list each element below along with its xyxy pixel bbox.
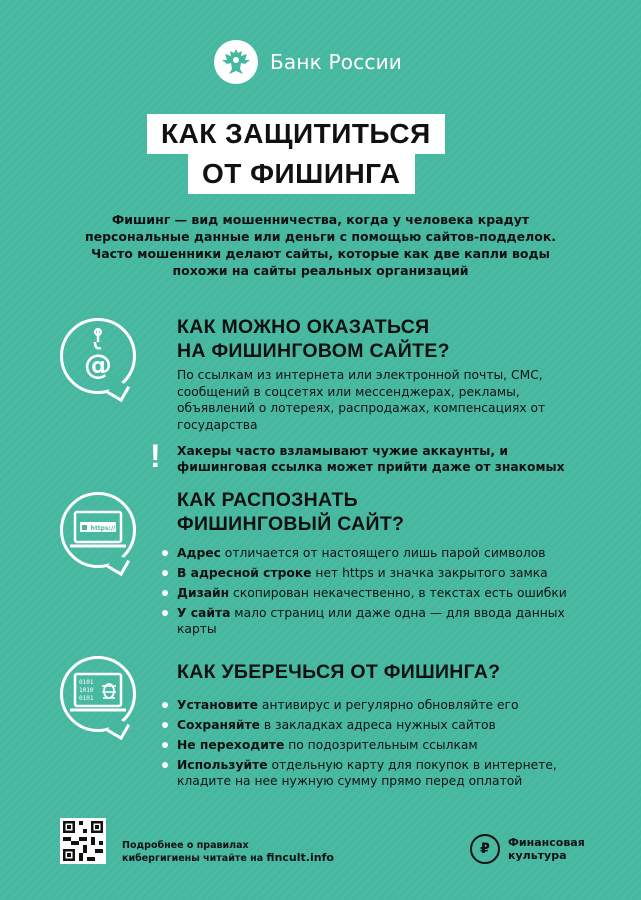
- list-item-text: скопирован некачественно, в текстах есть ошибки: [229, 586, 567, 600]
- list-item: [162, 737, 582, 753]
- intro-text: Фишинг — вид мошенничества, когда у человека крадут персональные данные или деньги с помощью сайтов-подделок. Часто мошенники делают сайты, которые как две капли воды похожи на сайты реальных организаций: [84, 212, 557, 278]
- protect-list: [162, 697, 582, 793]
- section2-heading: [177, 488, 404, 536]
- section2-heading-line1: КАК РАСПОЗНАТЬ: [177, 489, 358, 511]
- list-item-text: мало страниц или даже одна — для ввода данных карты: [177, 606, 565, 636]
- https-icon-label: https://: [90, 525, 116, 532]
- list-item: [162, 717, 582, 733]
- section1-text: По ссылкам из интернета или электронной почты, СМС, сообщений в соцсетях или мессенджерах, рекламы, объявлений о лотереях, распродажах, компенсациях от государства: [177, 368, 546, 432]
- binary-text: 1010: [79, 687, 94, 694]
- laptop-bug-icon: [60, 656, 136, 732]
- list-item-bold: У сайта: [177, 606, 231, 620]
- list-item-bold: Адрес: [177, 546, 221, 560]
- list-item-bold: Используйте: [177, 758, 268, 772]
- section2-heading-line2: ФИШИНГОВЫЙ САЙТ?: [177, 513, 405, 535]
- list-item-bold: В адресной строке: [177, 566, 312, 580]
- section1-heading: [177, 315, 450, 363]
- binary-text: 0101: [79, 679, 94, 686]
- warning-icon: !: [150, 438, 161, 474]
- fin-line1: Финансовая: [508, 836, 585, 849]
- list-item-text: в закладках адреса нужных сайтов: [259, 718, 496, 732]
- list-item: [162, 697, 582, 713]
- list-item-bold: Дизайн: [177, 586, 230, 600]
- section3-heading: КАК УБЕРЕЧЬСЯ ОТ ФИШИНГА?: [177, 661, 501, 683]
- bank-logo: [214, 40, 402, 84]
- footer-line1: Подробнее о правилах: [122, 840, 249, 851]
- section1-heading-line2: НА ФИШИНГОВОМ САЙТЕ?: [177, 340, 450, 362]
- page-title-line2: ОТ ФИШИНГА: [188, 154, 415, 194]
- recognize-list: [162, 545, 582, 641]
- binary-text: 0101: [79, 695, 94, 702]
- list-item-bold: Не переходите: [177, 738, 285, 752]
- fin-line2: культура: [508, 849, 567, 862]
- list-item-text: по подозрительным ссылкам: [284, 738, 478, 752]
- list-item-text: антивирус и регулярно обновляйте его: [258, 698, 519, 712]
- list-item-text: отличается от настоящего лишь парой символов: [220, 546, 546, 560]
- svg-text:@: @: [84, 348, 112, 381]
- list-item-text: нет https и значка закрытого замка: [311, 566, 548, 580]
- fincult-link[interactable]: fincult.info: [266, 851, 334, 864]
- bank-name: Банк России: [270, 50, 402, 74]
- laptop-https-icon: [60, 492, 136, 568]
- warning-text: Хакеры часто взламывают чужие аккаунты, и фишинговая ссылка может прийти даже от знакомых: [177, 444, 565, 474]
- list-item: [162, 605, 582, 637]
- financial-culture-text: [508, 836, 585, 862]
- footer-line2-text: кибергигиены читайте на: [122, 853, 267, 864]
- page-title-line1: КАК ЗАЩИТИТЬСЯ: [147, 114, 445, 154]
- list-item-bold: Сохраняйте: [177, 718, 260, 732]
- fishing-hook-at-icon: [60, 318, 136, 394]
- list-item: [162, 585, 582, 601]
- footer-info: [122, 840, 334, 865]
- footer-line2: [122, 852, 334, 865]
- eagle-emblem-icon: [214, 40, 258, 84]
- section1-heading-line1: КАК МОЖНО ОКАЗАТЬСЯ: [177, 316, 430, 338]
- qr-code[interactable]: [60, 818, 106, 864]
- financial-culture-logo: [470, 834, 585, 864]
- list-item: [162, 545, 582, 561]
- ruble-icon: ₽: [470, 834, 500, 864]
- list-item: [162, 757, 582, 789]
- list-item-text: отдельную карту для покупок в интернете, кладите на нее нужную сумму прямо перед оплатой: [177, 758, 557, 788]
- list-item-bold: Установите: [177, 698, 259, 712]
- list-item: [162, 565, 582, 581]
